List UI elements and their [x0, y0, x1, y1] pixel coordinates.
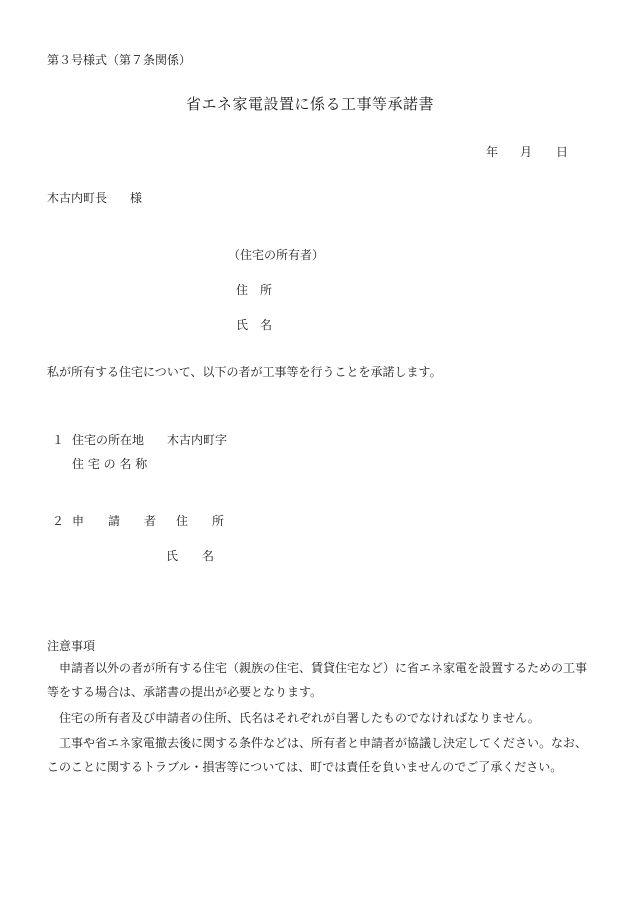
item2-address-label: 住 所: [176, 514, 225, 528]
item1-location-value: 木古内町字: [167, 433, 228, 447]
item1-location-label: 住宅の所在地: [72, 433, 145, 447]
addressee-honorific: 様: [130, 191, 143, 205]
consent-statement: 私が所有する住宅について、以下の者が工事等を行うことを承諾します。: [47, 365, 442, 379]
item2-number: ２: [52, 514, 65, 528]
date-month-label: 月: [520, 145, 533, 159]
owner-name-label: 氏 名: [236, 318, 273, 332]
note-line-3: 工事や省エネ家電撤去後に関する条件などは、所有者と申請者が協議し決定してください。なお、このことに関するトラブル・損害等については、町では責任を負いませんのでご了承ください。: [47, 736, 588, 774]
owner-address-label: 住 所: [236, 283, 273, 297]
note-line-2: 住宅の所有者及び申請者の住所、氏名はそれぞれが自署したものでなければなりません。: [59, 711, 540, 725]
item2-applicant-label: 申 請 者: [72, 514, 157, 528]
notes-heading: 注意事項: [47, 639, 96, 653]
owner-heading: （住宅の所有者）: [228, 248, 325, 262]
addressee-name: 木古内町長: [47, 191, 108, 205]
item2-name-label: 氏 名: [166, 549, 215, 563]
date-year-label: 年: [486, 145, 499, 159]
item1-number: １: [52, 433, 65, 447]
form-number: 第３号様式（第７条関係）: [47, 53, 192, 67]
note-line-1: 申請者以外の者が所有する住宅（親族の住宅、賃貸住宅など）に省エネ家電を設置するための工事等をする場合は、承諾書の提出が必要となります。: [47, 661, 588, 699]
document-title: 省エネ家電設置に係る工事等承諾書: [186, 95, 435, 113]
item1-house-name-label: 住 宅 の 名 称: [72, 457, 148, 471]
date-day-label: 日: [556, 145, 569, 159]
